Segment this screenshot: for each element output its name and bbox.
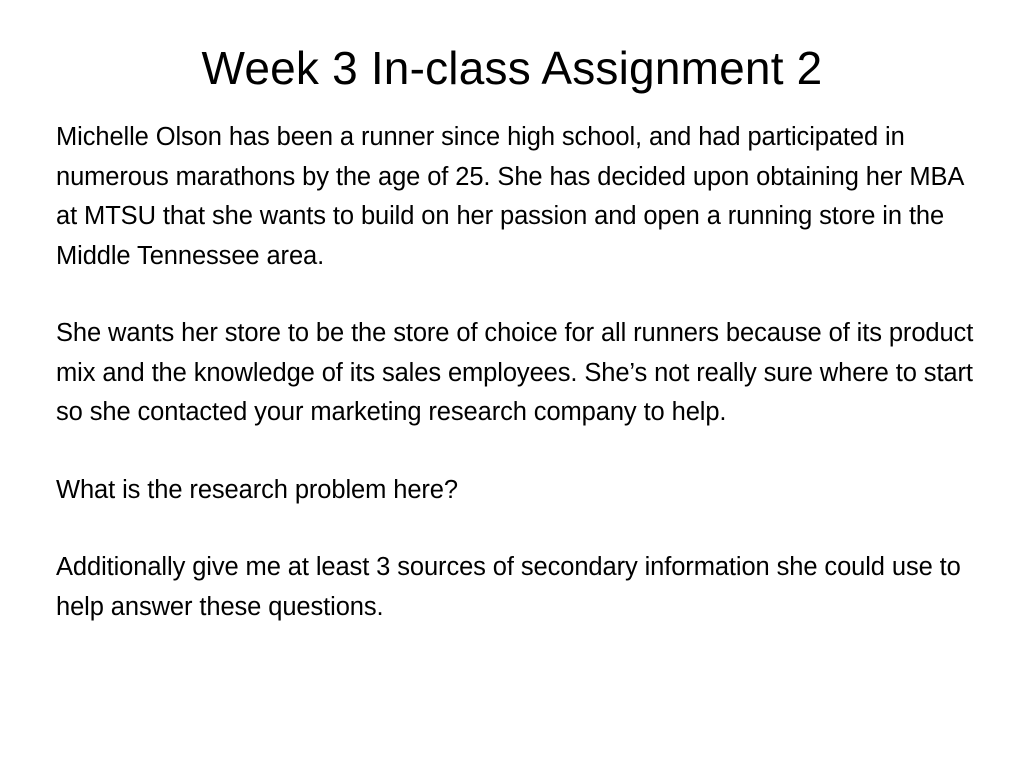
slide-body bbox=[56, 118, 986, 627]
research-problem-question: What is the research problem here? bbox=[56, 475, 458, 504]
secondary-sources-question: Additionally give me at least 3 sources of secondary information she could use to help answer these questions. bbox=[56, 553, 961, 621]
slide-title: Week 3 In-class Assignment 2 bbox=[201, 42, 823, 94]
scenario-paragraph: Michelle Olson has been a runner since high school, and had participated in numerous marathons by the age of 25. She has decided upon obtaining her MBA at MTSU that she wants to build on her passion and open a running store in the Middle Tennessee area. bbox=[56, 123, 963, 270]
store-goal-paragraph: She wants her store to be the store of choice for all runners because of its product mix and the knowledge of its sales employees. She’s not really sure where to start so she contacted your marketing research company to help. bbox=[56, 319, 974, 426]
